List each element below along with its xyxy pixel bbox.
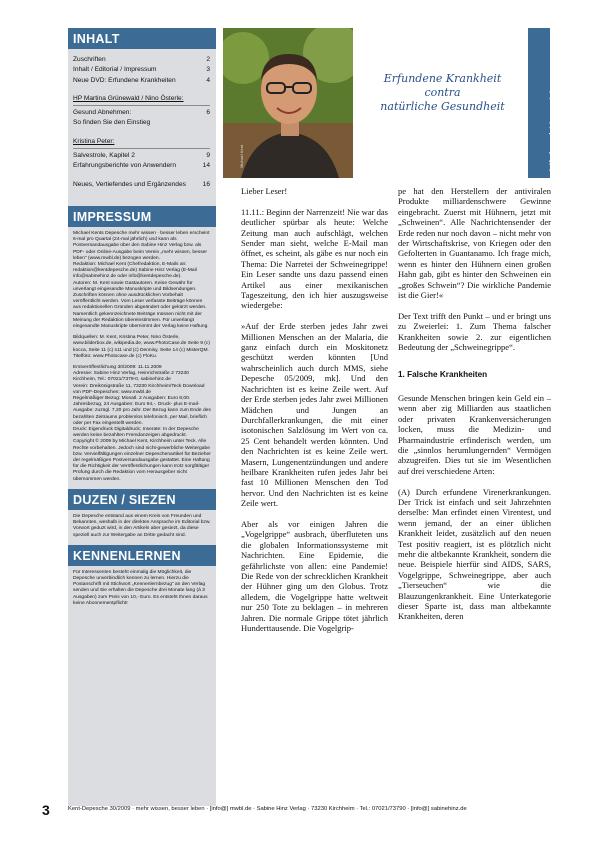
- toc-row[interactable]: Erfahrungsberichte von Anwendern 14: [73, 162, 210, 170]
- article-column-1: [241, 186, 388, 644]
- vorwort-side-bar: [528, 28, 550, 178]
- toc-author: Kristina Peter:: [73, 137, 115, 145]
- paragraph: Der Text trifft den Punkt – und er bringt uns zu Zweierlei: 1. Zum Thema falscher Krankheiten sowie 2. zur eigentlichen Bedeutung der „Schweinegrippe“.: [398, 310, 551, 353]
- paragraph: (A) Durch erfundene Virenerkrankungen. Der Trick ist einfach und seit Jahrzehnten derselbe: Man erfindet einen Virentest, und wenn jemand, der an einer üblichen Krankheit leidet, zusätzlich auf den neuen Test positiv reagiert, ist es plötzlich nicht mehr die altbekannte Krankheit, sondern die neue. Beispiele hierfür sind AIDS, SARS, Vogelgrippe, Schweinegrippe, aber auch „Tierseuchen“ wie die Blauzungenkrankheit. Eine Unterkategorie dieser Sparte ist, dass man altbekannte Krankheiten, deren: [398, 486, 551, 622]
- photo-credit: Michael Kent: [239, 144, 244, 168]
- paragraph: 11.11.: Beginn der Narrenzeit! Nie war das deutlicher spürbar als heute: Welche Zeitung man auch aufschlägt, welchen Sender man sieht, welche E-Mail man öffnet, es scheint, als gäbe es nur noch ein Thema: Die Narretei der Schweinegrippe! Ein Leser sandte uns dazu passend einen Artikel aus einer mexikanischen Tageszeitung, den ich hier auszugsweise wiedergebe:: [241, 206, 388, 311]
- footer-text: Kent-Depesche 30/2009 · mehr wissen, besser leben · [info@] mwbl.de · Sabine Hinz Verlag · 73230 Kirchheim · Tel.: 07021/73790 · [info@] sabinehinz.de: [68, 806, 467, 812]
- table-of-contents: [68, 49, 216, 190]
- paragraph: Gesunde Menschen bringen kein Geld ein – wenn aber zig Milliarden aus staatlichen oder privaten Krankenversicherungen locken, muss die Medizin- und Pharmaindustrie erfinderisch werden, um die „sinnlos herumlungernden“ Vermögen abzugreifen. Dies tut sie im Wesentlichen auf drei verschiedene Arten:: [398, 392, 551, 476]
- toc-row[interactable]: Salvestrole, Kapitel 2 9: [73, 152, 210, 160]
- kennenlernen-text: Für Interessenten besteht einmalig die Möglichkeit, die Depesche unverbindlich kennen zu lernen. Hierzu die Postanschrift mit Stichwort „Kennenlernbezug“ an den Verlag senden und Sie erhalten die Depesche drei Monate lang (á 3 Ausgaben) zum Preis von 10,- Euro. Es entsteht Ihnen daraus keine Abonnementpflicht!: [73, 569, 208, 606]
- paragraph: »Auf der Erde sterben jedes Jahr zwei Millionen Menschen an der Malaria, die ganz einfach durch ein Moskitonetz geschützt werden könnten [Und wahrscheinlich auch durch MMS, siehe Depesche 05/2009, mk]. Und den Nachrichten ist es keine Zeile wert. Auf der Erde sterben jedes Jahr zwei Millionen Mädchen und Jungen an Durchfallerkrankungen, die mit einer isotonischen Salzlösung im Wert von ca. 25 Cent behandelt werden könnten. Und den Nachrichten ist es keine Zeile wert. Masern, Lungenentzündungen und andere heilbare Krankheiten rufen jedes Jahr bei fast 10 Millionen Menschen den Tod hervor. Und den Nachrichten ist es keine Zeile wert.: [241, 321, 388, 509]
- page-number: 3: [42, 802, 50, 818]
- toc-row[interactable]: Zuschriften 2: [73, 56, 210, 63]
- inhalt-heading: INHALT: [68, 28, 216, 49]
- duzen-text: Die Depesche entstand aus einem Kreis von Freunden und Bekannten, weshalb in der direkten Ansprache im Editorial bzw. Vorwort geduzt wird, in den Artikeln aber gesiezt, da diese speziell auch zur Weitergabe an Dritte gedacht sind.: [73, 513, 211, 538]
- handwritten-title: Erfundene Krankheit contra natürliche Gesundheit: [380, 72, 505, 113]
- toc-row[interactable]: Gesund Abnehmen: 6: [73, 109, 210, 117]
- salutation: Lieber Leser!: [241, 186, 288, 196]
- vorwort-side-title: Michael Kent, Vorwort: [549, 60, 561, 172]
- duzen-heading: DUZEN / SIEZEN: [68, 489, 216, 510]
- toc-author: HP Martina Grünewald / Nino Österle:: [73, 94, 184, 102]
- kennenlernen-heading: KENNENLERNEN: [68, 545, 216, 566]
- paragraph: Aber als vor einigen Jahren die „Vogelgrippe“ ausbrach, überfluteten uns die globalen Informationssysteme mit Nachrichten. Eine Epidemie, die gefährlichste von allen: eine Pandemie! Die Rede von der schrecklichen Krankheit der Hühner ging um den Globus. Trotz alledem, die Vogelgrippe hatte weltweit nur 250 Tote zu beklagen – in mehreren Jahren. Die normale Grippe tötet jährlich Hunderttausende. Die Vogelgrip-: [241, 518, 388, 634]
- impressum-heading: IMPRESSUM: [68, 206, 216, 227]
- paragraph: pe hat den Herstellern der antiviralen Produkte milliardenschwere Gewinne eingebracht. Zuerst mit Hühnern, jetzt mit „Schweinen“. Alle Nachrichtensender der Erde reden nur noch davon – nicht mehr von der Wirtschaftskrise, von Kriegen oder den Gefolterten in Guantanamo. Ich frage mich, wenn es hinter den Hühnern einen großen Hahn gab, gibt es hinter den Schweinen ein „großes Schwein“? Die wirkliche Pandemie ist die Gier!«: [398, 186, 551, 301]
- toc-row[interactable]: Inhalt / Editorial / Impressum 3: [73, 66, 210, 74]
- toc-row[interactable]: So finden Sie den Einstieg: [73, 119, 151, 127]
- section-heading: 1. Falsche Krankheiten: [398, 370, 488, 380]
- toc-row[interactable]: Neue DVD: Erfundene Krankheiten 4: [73, 76, 210, 84]
- article-column-2: [398, 186, 551, 632]
- sidebar: [68, 28, 216, 806]
- impressum-text: Michael Kents Depesche mehr wissen · besser leben erscheint 6-mal pro Quartal (24-mal jährlich) und kann als Postversandausgabe über den Sabine Hinz Verlag bzw. als PDF- oder Online-Ausgabe beim Verein „mehr wissen, besser leben“ (www.mwbl.de) bezogen werden. Redaktion: Michael Kent (Chefredaktion, E-Mails an: redaktion@kentdepesche.de) Sabine Hinz Verlag (E-Mail info@sabinehinz.de oder info@kentdepesche.de). Autoren: M. Kent sowie Gastautoren. Keine Gewähr für unverlangt eingesandte Manuskripte und Bildsendungen. Zuschriften können ohne ausdrücklichen Vorbehalt veröffentlicht werden. Vom Leser verfasste Beiträge können aus redaktionellen Gründen abgeändert oder gekürzt werden. Namentlich gekennzeichnete Beiträge müssen nicht mit der Meinung der Redaktion übereinstimmen. Für unverlangt eingesandte Manuskripte übernimmt der Verlag keine Haftung. Bildquellen: M. Kent, Kristina Peter, Nino Österle, www.bilderbox.de, wikipedia.de, www.PhotoCase.de Seite 9 (c) kocca, Seite 11 (c) s11 und (c) Dennisy, Seite 14 (c) MisterQM. Titelfoto: www.Photocase.de (c) FloKu. Erstveröffentlichung 30/2009: 11.11.2009 Adresse: Sabine Hinz Verlag, Heinrichstraße 2 73230 Kirchheim, Tel.: 07021/7379-0, sabinehinz.de Verein: Dreikönigstraße 11, 73230 Kirchheim/Teck Download von PDF-Depeschen: www.mwbl.de Regelmäßiger Bezug: Monatl. 2 Ausgaben: Euro 8,00. Jahresbezug, 24 Ausgaben: Euro 94,-. Druck- plus E-mail-Ausgabe: zuzügl. 7,20 pro Jahr. Der Bezug kann zum Ende des bezahlten Zeitraums problemlos telefonisch, per Mail, brieflich oder per Fax eingestellt werden. Druck: Eigendruck Digitaldruck; Inserate: In der Depesche werden keine bezahlten Fremdanzeigen abgedruckt. Copyright © 2009 by Michael Kent, Kirchheim unter Teck. Alle Rechte vorbehalten. Jedoch sind nicht-gewerbliche Weitergabe bzw. Vervielfältigungen einzelner Depeschenartikel für Bezieher der regelmäßigen Postversandausgabe gestattet. Eine Haftung für die Richtigkeit der Veröffentlichungen kann trotz sorgfältiger Prüfung durch die Redaktion vom Herausgeber nicht übernommen werden.: [73, 230, 211, 482]
- toc-row[interactable]: Neues, Vertiefendes und Ergänzendes 16: [73, 180, 210, 188]
